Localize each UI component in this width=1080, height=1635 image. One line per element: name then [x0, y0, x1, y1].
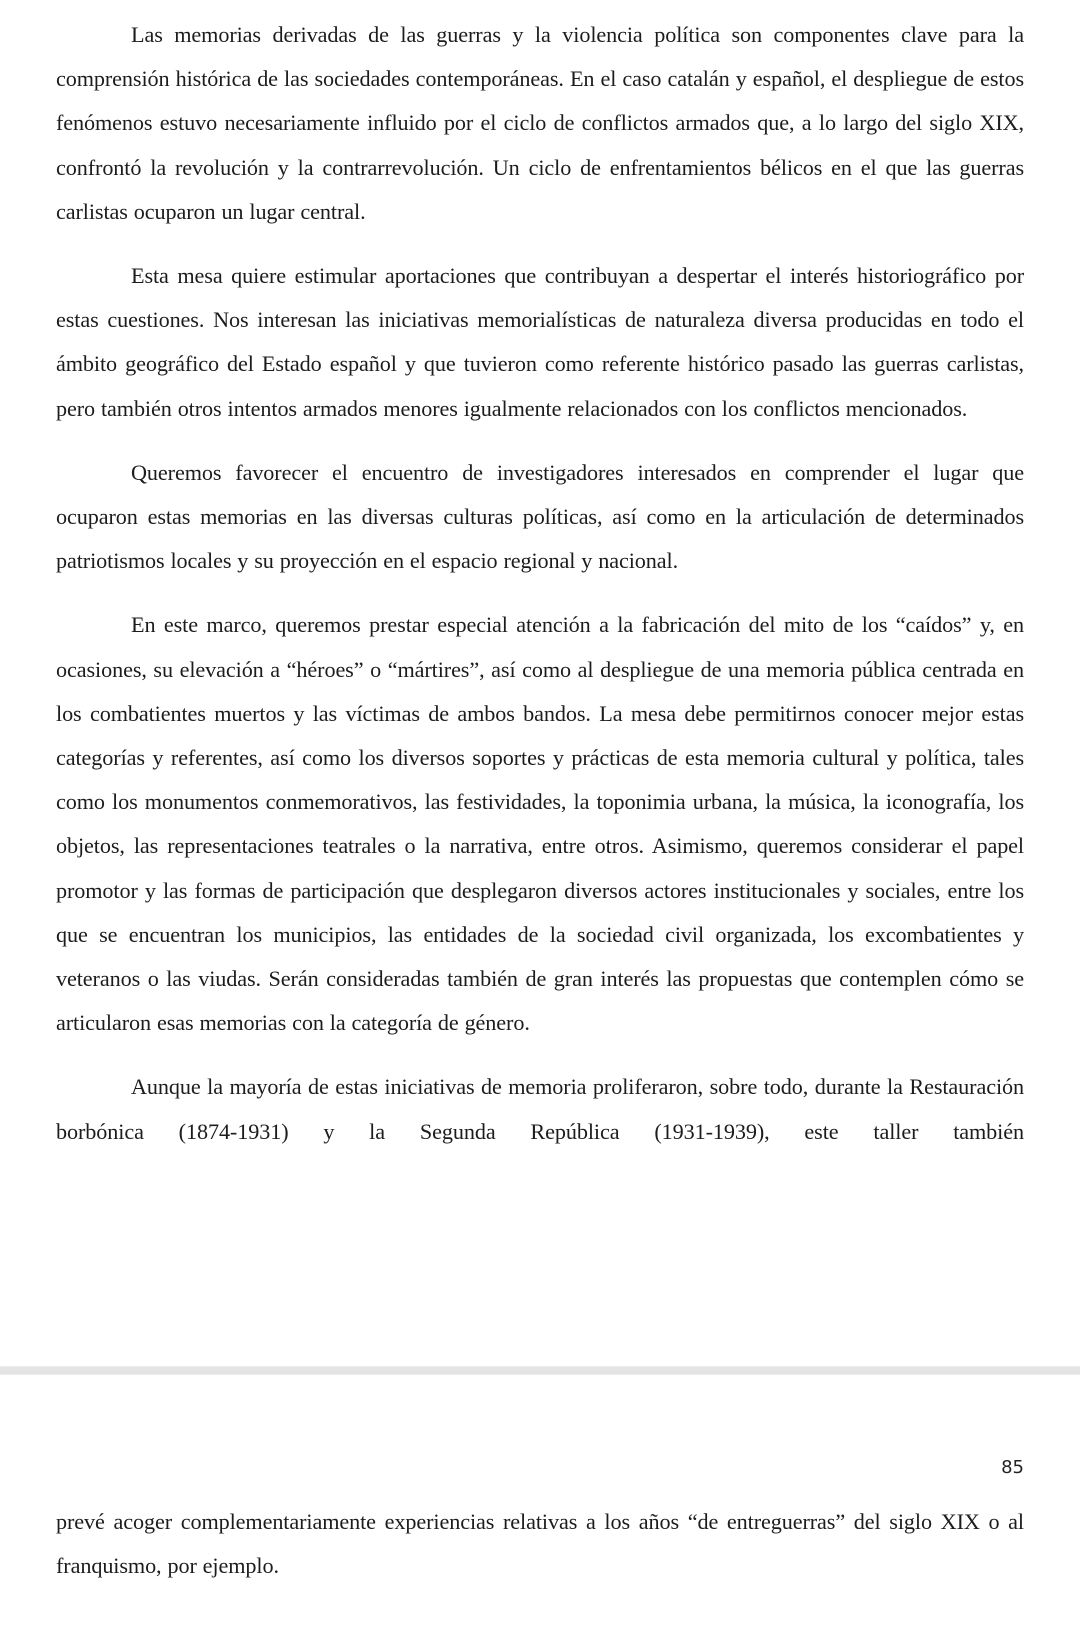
paragraph-en-este-marco: En este marco, queremos prestar especial atención a la fabricación del mito de los “caídos” y, en ocasiones, su elevación a “héroes” o “mártires”, así como al despliegue de una memoria pública centrada en los combatientes muertos y las víctimas de ambos bandos. La mesa debe permitirnos conocer mejor estas categorías y referentes, así como los diversos soportes y prácticas de esta memoria cultural y política, tales como los monumentos conmemorativos, las festividades, la toponimia urbana, la música, la iconografía, los objetos, las representaciones teatrales o la narrativa, entre otros. Asimismo, queremos considerar el papel promotor y las formas de participación que desplegaron diversos actores institucionales y sociales, entre los que se encuentran los municipios, las entidades de la sociedad civil organizada, los excombatientes y veteranos o las viudas. Serán consideradas también de gran interés las propuestas que contemplen cómo se articularon esas memorias con la categoría de género. — [56, 612, 1024, 1036]
document-page-85 — [0, 1375, 1080, 1635]
page-number: 85 — [1001, 1457, 1024, 1478]
page-break-divider — [0, 1366, 1080, 1375]
page-body — [56, 13, 1024, 1154]
paragraph-queremos-favorecer: Queremos favorecer el encuentro de investigadores interesados en comprender el lugar que ocuparon estas memorias en las diversas culturas políticas, así como en la articulación de determinados patriotismos locales y su proyección en el espacio regional y nacional. — [56, 459, 1024, 574]
paragraph-aunque-la-mayoria: Aunque la mayoría de estas iniciativas de memoria proliferaron, sobre todo, durante la Restauración borbónica (1874-1931) y la Segunda República (1931-1939), este taller también — [56, 1074, 1024, 1144]
paragraph-esta-mesa: Esta mesa quiere estimular aportaciones que contribuyan a despertar el interés historiográfico por estas cuestiones. Nos interesan las iniciativas memorialísticas de naturaleza diversa producidas en todo el ámbito geográfico del Estado español y que tuvieron como referente histórico pasado las guerras carlistas, pero también otros intentos armados menores igualmente relacionados con los conflictos mencionados. — [56, 263, 1024, 421]
paragraph-continuation: prevé acoger complementariamente experiencias relativas a los años “de entreguerras” del siglo XIX o al franquismo, por ejemplo. — [56, 1509, 1024, 1579]
page-body — [56, 1500, 1024, 1588]
paragraph-memorias-derivadas: Las memorias derivadas de las guerras y la violencia política son componentes clave para la comprensión histórica de las sociedades contemporáneas. En el caso catalán y español, el despliegue de estos fenómenos estuvo necesariamente influido por el ciclo de conflictos armados que, a lo largo del siglo XIX, confrontó la revolución y la contrarrevolución. Un ciclo de enfrentamientos bélicos en el que las guerras carlistas ocuparon un lugar central. — [56, 22, 1024, 224]
